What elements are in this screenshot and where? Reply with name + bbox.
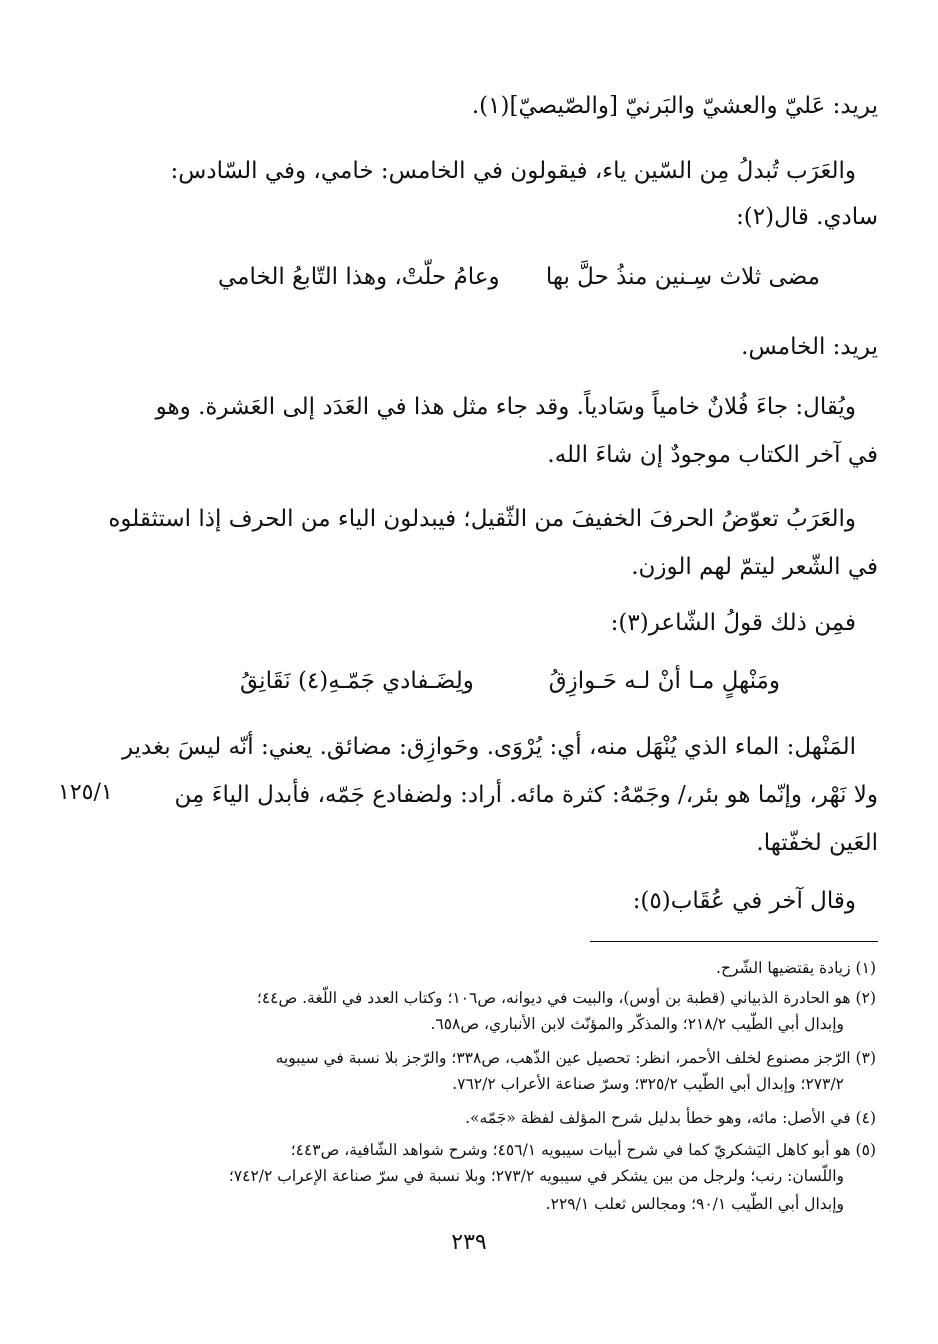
footnote-text: هو الحادرة الذبياني (قطبة بن أوس)، والبيت في ديوانه، ص١٠٦؛ وكتاب العدد في اللّغة. ص٤٤؛ [256, 989, 851, 1007]
body-line: في آخر الكتاب موجودٌ إن شاءَ الله. [547, 442, 878, 468]
verse-2-first-hemistich: ومَنْهلٍ مـا أنْ لـه حَـوازِقُ [548, 668, 780, 694]
body-line: في الشّعر ليتمّ لهم الوزن. [631, 554, 878, 580]
body-line: يريد: الخامس. [741, 334, 878, 360]
verse-1-first-hemistich: مضى ثلاث سِـنين منذُ حلَّ بها [545, 264, 820, 290]
footnote-marker: (٥) [855, 1141, 876, 1159]
verse-2-second-hemistich: ولِضَـفادي جَمّـهِ(٤) نَقَانِقُ [240, 668, 474, 694]
body-line: المَنْهل: الماء الذي يُنْهَل منه، أي: يُرْوَى. وحَوازِق: مضائق. يعني: أنّه ليسَ بغدير [121, 734, 856, 760]
footnote-marker: (٤) [855, 1109, 876, 1127]
body-line: ويُقال: جاءَ فُلانٌ خامياً وسَادياً. وقد جاء مثل هذا في العَدَد إلى العَشرة. وهو [155, 394, 856, 420]
margin-reference: ١٢٥/١ [58, 780, 113, 805]
body-line: فمِن ذلك قولُ الشّاعر(٣): [610, 610, 856, 636]
footnote-2 [58, 986, 876, 1010]
footnote-2-continuation: وإبدال أبي الطّيب ٢١٨/٢؛ والمذكّر والمؤنّث لابن الأنباري، ص٦٥٨. [430, 1015, 844, 1033]
body-line: ولا نَهْر، وإنّما هو بئر،/ وجَمّهُ: كثرة مائه. أراد: ولضفادع جَمّه، فأبدل الياءَ مِن [174, 782, 878, 808]
body-line: العَين لخفّتها. [756, 830, 878, 856]
footnote-separator [590, 941, 878, 942]
footnote-marker: (١) [855, 959, 876, 977]
footnote-5 [58, 1138, 876, 1162]
body-line: والعَرَب تُبدلُ مِن السّين ياء، فيقولون في الخامس: خامي، وفي السّادس: [170, 158, 856, 184]
verse-1-second-hemistich: وعامُ حلّتْ، وهذا التّابعُ الخامي [218, 264, 500, 290]
footnote-3 [58, 1046, 876, 1070]
footnote-text: الرّجز مصنوع لخلف الأحمر، انظر: تحصيل عين الذّهب، ص٣٣٨؛ والرّجز بلا نسبة في سيبويه [275, 1049, 851, 1067]
footnote-text: هو أبو كاهل اليَشكريّ كما في شرح أبيات سيبويه ٤٥٦/١؛ وشرح شواهد الشّافية، ص٤٤٣؛ [290, 1141, 851, 1159]
body-line: سادي. قال(٢): [736, 204, 878, 230]
page-number: ٢٣٩ [451, 1230, 487, 1255]
footnote-5-continuation: وإبدال أبي الطّيب ٩٠/١؛ ومجالس ثعلب ٢٢٩/١. [545, 1195, 844, 1213]
body-line: والعَرَبُ تعوّضُ الحرفَ الخفيفَ من الثّقيل؛ فيبدلون الياء من الحرف إذا استثقلوه [108, 506, 856, 532]
body-line: يريد: عَليّ والعشيّ والبَرنيّ [والصّيصيّ](١). [471, 93, 878, 119]
footnote-1 [58, 956, 876, 980]
footnote-text: في الأصل: مائه، وهو خطأ بدليل شرح المؤلف لفظة «جَمّه». [465, 1109, 851, 1127]
footnote-3-continuation: ٢٧٣/٢؛ وإبدال أبي الطّيب ٣٢٥/٢؛ وسرّ صناعة الأعراب ٧٦٢/٢. [452, 1075, 844, 1093]
footnote-marker: (٣) [855, 1049, 876, 1067]
footnote-4 [58, 1106, 876, 1130]
footnote-text: زيادة يقتضيها الشّرح. [716, 959, 851, 977]
footnote-marker: (٢) [855, 989, 876, 1007]
body-line: وقال آخر في عُقَاب(٥): [632, 888, 856, 914]
footnote-5-continuation: واللّسان: رنب؛ ولرجل من بين يشكر في سيبويه ٢٧٣/٢؛ وبلا نسبة في سرّ صناعة الإعراب ٧٤٢/٢؛ [228, 1167, 844, 1185]
